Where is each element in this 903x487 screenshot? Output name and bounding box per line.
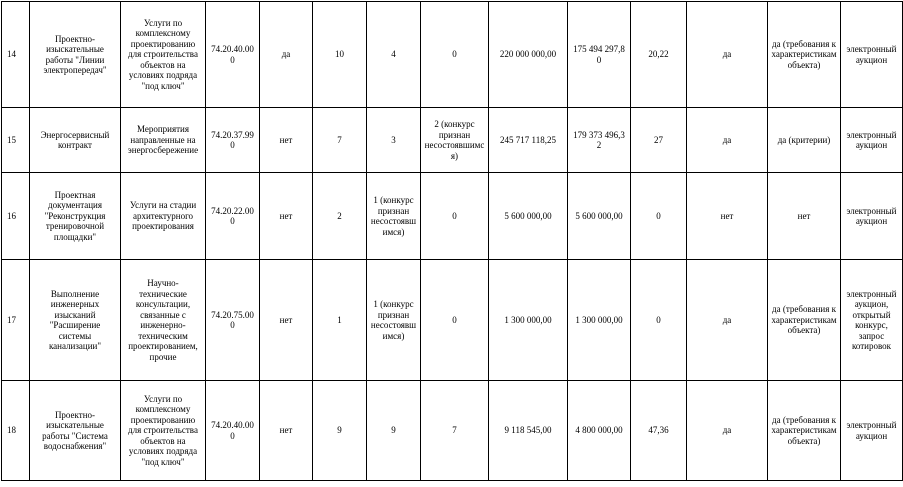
cell-count-2: 1 (конкурс признан несостоявшимся) bbox=[367, 260, 421, 381]
cell-yes-no: да bbox=[687, 381, 768, 481]
table-row bbox=[2, 2, 903, 108]
cell-procurement-method: электронный аукцион bbox=[841, 108, 903, 173]
cell-count-1: 7 bbox=[313, 108, 367, 173]
cell-flag: нет bbox=[260, 108, 313, 173]
cell-requirements: да (требования к характеристикам объекта) bbox=[768, 260, 841, 381]
cell-contract-amount: 179 373 496,32 bbox=[568, 108, 631, 173]
cell-service-description: Мероприятия направленные на энергосбережение bbox=[121, 108, 206, 173]
cell-initial-amount: 5 600 000,00 bbox=[489, 173, 568, 260]
table-row bbox=[2, 173, 903, 260]
cell-count-3: 0 bbox=[421, 173, 489, 260]
cell-count-1: 2 bbox=[313, 173, 367, 260]
cell-count-1: 9 bbox=[313, 381, 367, 481]
cell-count-3: 0 bbox=[421, 260, 489, 381]
cell-procurement-method: электронный аукцион, открытый конкурс, запрос котировок bbox=[841, 260, 903, 381]
cell-procurement-method: электронный аукцион bbox=[841, 2, 903, 108]
cell-reduction-percent: 27 bbox=[631, 108, 687, 173]
cell-contract-amount: 175 494 297,80 bbox=[568, 2, 631, 108]
cell-count-2: 1 (конкурс признан несостоявшимся) bbox=[367, 173, 421, 260]
cell-work-name: Проектно-изыскательные работы "Линии электропередач" bbox=[30, 2, 121, 108]
cell-classifier-code: 74.20.40.000 bbox=[206, 381, 260, 481]
cell-classifier-code: 74.20.37.990 bbox=[206, 108, 260, 173]
cell-procurement-method: электронный аукцион bbox=[841, 173, 903, 260]
cell-count-1: 10 bbox=[313, 2, 367, 108]
cell-service-description: Услуги по комплексному проектированию для строительства объектов на условиях подряда "под ключ" bbox=[121, 2, 206, 108]
cell-classifier-code: 74.20.75.000 bbox=[206, 260, 260, 381]
cell-flag: да bbox=[260, 2, 313, 108]
cell-reduction-percent: 0 bbox=[631, 173, 687, 260]
cell-row-number: 16 bbox=[2, 173, 30, 260]
table-body bbox=[2, 2, 903, 481]
cell-count-2: 4 bbox=[367, 2, 421, 108]
cell-row-number: 15 bbox=[2, 108, 30, 173]
cell-work-name: Проектно-изыскательные работы "Система водоснабжения" bbox=[30, 381, 121, 481]
cell-reduction-percent: 0 bbox=[631, 260, 687, 381]
cell-reduction-percent: 20,22 bbox=[631, 2, 687, 108]
cell-count-3: 7 bbox=[421, 381, 489, 481]
table-row bbox=[2, 260, 903, 381]
cell-service-description: Научно-технические консультации, связанные с инженерно-техническим проектированием, прочие bbox=[121, 260, 206, 381]
cell-work-name: Энергосервисный контракт bbox=[30, 108, 121, 173]
cell-classifier-code: 74.20.22.000 bbox=[206, 173, 260, 260]
cell-requirements: да (критерии) bbox=[768, 108, 841, 173]
cell-reduction-percent: 47,36 bbox=[631, 381, 687, 481]
cell-requirements: да (требования к характеристикам объекта) bbox=[768, 2, 841, 108]
cell-work-name: Выполнение инженерных изысканий "Расширение системы канализации" bbox=[30, 260, 121, 381]
cell-row-number: 14 bbox=[2, 2, 30, 108]
cell-initial-amount: 1 300 000,00 bbox=[489, 260, 568, 381]
cell-requirements: да (требования к характеристикам объекта) bbox=[768, 381, 841, 481]
cell-count-1: 1 bbox=[313, 260, 367, 381]
cell-contract-amount: 1 300 000,00 bbox=[568, 260, 631, 381]
cell-row-number: 17 bbox=[2, 260, 30, 381]
cell-flag: нет bbox=[260, 173, 313, 260]
cell-yes-no: да bbox=[687, 2, 768, 108]
cell-contract-amount: 4 800 000,00 bbox=[568, 381, 631, 481]
cell-initial-amount: 245 717 118,25 bbox=[489, 108, 568, 173]
table-row bbox=[2, 381, 903, 481]
cell-count-3: 2 (конкурс признан несостоявшимся) bbox=[421, 108, 489, 173]
cell-procurement-method: электронный аукцион bbox=[841, 381, 903, 481]
cell-flag: нет bbox=[260, 381, 313, 481]
cell-contract-amount: 5 600 000,00 bbox=[568, 173, 631, 260]
cell-initial-amount: 9 118 545,00 bbox=[489, 381, 568, 481]
cell-row-number: 18 bbox=[2, 381, 30, 481]
cell-requirements: нет bbox=[768, 173, 841, 260]
table-row bbox=[2, 108, 903, 173]
cell-service-description: Услуги на стадии архитектурного проектирования bbox=[121, 173, 206, 260]
cell-service-description: Услуги по комплексному проектированию для строительства объектов на условиях подряда "под ключ" bbox=[121, 381, 206, 481]
cell-initial-amount: 220 000 000,00 bbox=[489, 2, 568, 108]
cell-work-name: Проектная документация "Реконструкция тренировочной площадки" bbox=[30, 173, 121, 260]
cell-count-2: 9 bbox=[367, 381, 421, 481]
cell-yes-no: да bbox=[687, 260, 768, 381]
cell-flag: нет bbox=[260, 260, 313, 381]
procurement-table bbox=[1, 1, 903, 481]
cell-count-3: 0 bbox=[421, 2, 489, 108]
cell-classifier-code: 74.20.40.000 bbox=[206, 2, 260, 108]
cell-yes-no: да bbox=[687, 108, 768, 173]
cell-count-2: 3 bbox=[367, 108, 421, 173]
cell-yes-no: нет bbox=[687, 173, 768, 260]
